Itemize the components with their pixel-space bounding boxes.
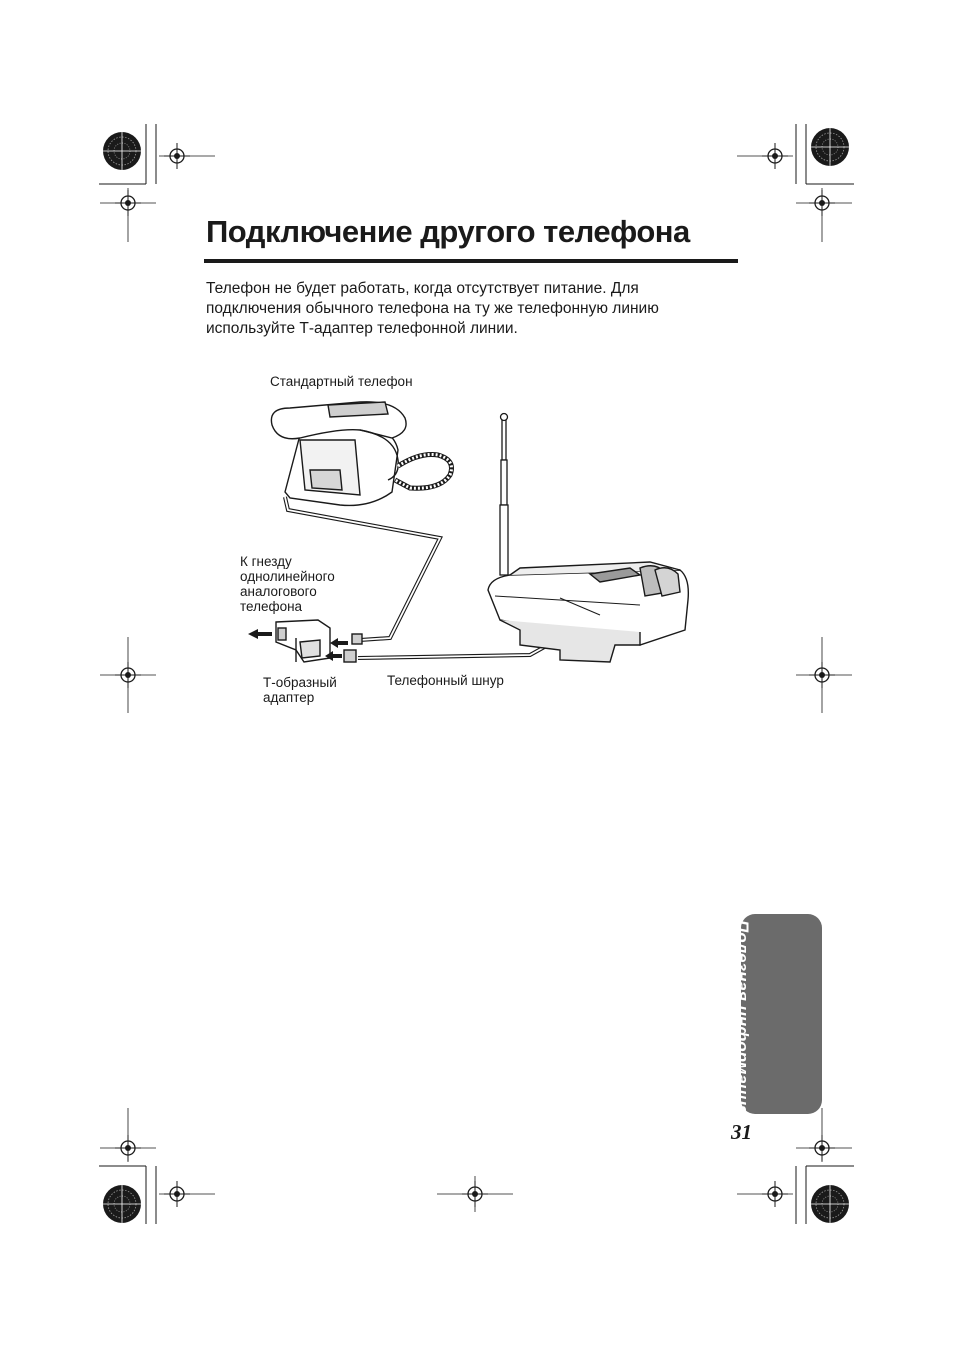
phone-cord-label: Телефонный шнур bbox=[387, 673, 504, 688]
intro-line: подключения обычного телефона на ту же телефонную линию bbox=[206, 300, 659, 317]
t-adapter-label bbox=[263, 675, 337, 705]
title-underline bbox=[204, 259, 738, 263]
page-title: Подключение другого телефона bbox=[206, 214, 690, 249]
wall-jack-label bbox=[240, 554, 335, 614]
t-adapter-label-line: адаптер bbox=[263, 690, 315, 705]
page-number: 31 bbox=[731, 1120, 752, 1144]
t-adapter-illustration bbox=[276, 620, 362, 662]
intro-paragraph bbox=[206, 279, 746, 339]
antenna-illustration bbox=[500, 414, 508, 576]
intro-line: Телефон не будет работать, когда отсутствует питание. Для bbox=[206, 280, 639, 297]
wall-jack-label-line: однолинейного bbox=[240, 569, 335, 584]
intro-line: используйте Т-адаптер телефонной линии. bbox=[206, 320, 518, 337]
wall-jack-label-line: телефона bbox=[240, 599, 303, 614]
standard-telephone-illustration bbox=[271, 402, 451, 506]
t-adapter-label-line: Т-образный bbox=[263, 675, 337, 690]
standard-phone-label: Стандартный телефон bbox=[270, 374, 413, 389]
wall-jack-label-line: К гнезду bbox=[240, 554, 292, 569]
section-side-tab-label: Полезная информация bbox=[733, 920, 752, 1116]
wall-jack-label-line: аналогового bbox=[240, 584, 317, 599]
base-unit-illustration bbox=[488, 562, 688, 662]
